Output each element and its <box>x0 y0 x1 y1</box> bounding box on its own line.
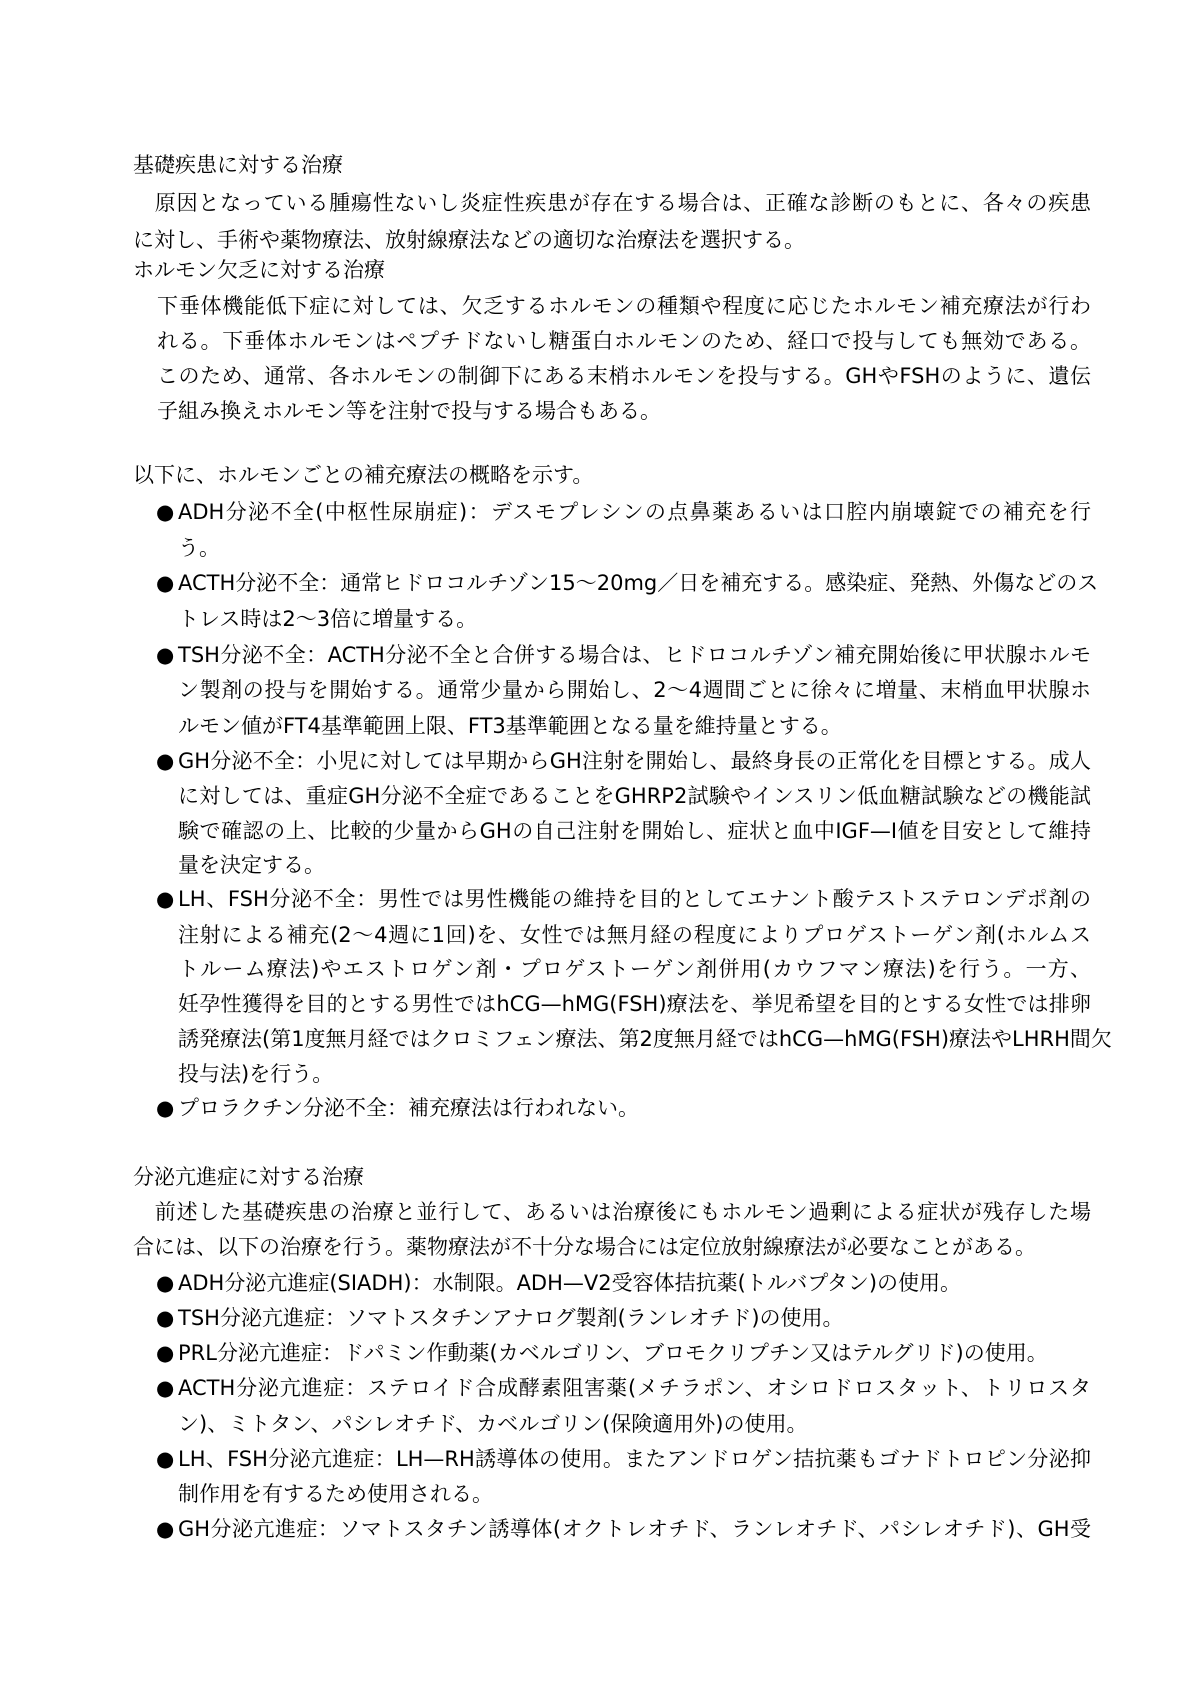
bullet-icon: ● <box>156 1376 175 1400</box>
bullet-icon: ● <box>156 643 175 667</box>
paragraph-line: れる。下垂体ホルモンはペプチドないし糖蛋白ホルモンのため、経口で投与しても無効である。 <box>157 329 1091 353</box>
bullet-icon: ● <box>156 749 175 773</box>
intro-text: 以下に、ホルモンごとの補充療法の概略を示す。 <box>133 463 594 487</box>
bullet-item-line: ン)、ミトタン、パシレオチド、カベルゴリン(保険適用外)の使用。 <box>178 1412 808 1436</box>
paragraph-line: 子組み換えホルモン等を注射で投与する場合もある。 <box>157 399 661 423</box>
bullet-item-line: プロラクチン分泌不全：補充療法は行われない。 <box>178 1096 639 1120</box>
bullet-item-line: LH、FSH分泌亢進症：LH—RH誘導体の使用。またアンドロゲン拮抗薬もゴナドトロピン分泌抑 <box>178 1447 1091 1471</box>
bullet-item-line: LH、FSH分泌不全：男性では男性機能の維持を目的としてエナント酸テストステロンデポ剤の <box>178 887 1091 911</box>
bullet-item-line: 験で確認の上、比較的少量からGHの自己注射を開始し、症状と血中IGF—I値を目安として維持 <box>178 819 1091 843</box>
bullet-icon: ● <box>156 1306 175 1330</box>
bullet-item-line: TSH分泌亢進症：ソマトスタチンアナログ製剤(ランレオチド)の使用。 <box>178 1306 844 1330</box>
bullet-item-line: ACTH分泌亢進症：ステロイド合成酵素阻害薬(メチラポン、オシロドロスタット、トリロスタ <box>178 1376 1091 1400</box>
bullet-item-line: 妊孕性獲得を目的とする男性ではhCG—hMG(FSH)療法を、挙児希望を目的とする女性では排卵 <box>178 992 1091 1016</box>
bullet-item-line: TSH分泌不全：ACTH分泌不全と合併する場合は、ヒドロコルチゾン補充開始後に甲状腺ホルモ <box>178 643 1091 667</box>
bullet-item-line: ルモン値がFT4基準範囲上限、FT3基準範囲となる量を維持量とする。 <box>178 714 842 738</box>
section-heading: 基礎疾患に対する治療 <box>133 153 343 177</box>
bullet-icon: ● <box>156 571 175 595</box>
bullet-icon: ● <box>156 1096 175 1120</box>
bullet-icon: ● <box>156 1447 175 1471</box>
bullet-item-line: ン製剤の投与を開始する。通常少量から開始し、2～4週間ごとに徐々に増量、末梢血甲状腺ホ <box>178 678 1091 702</box>
paragraph-line: 前述した基礎疾患の治療と並行して、あるいは治療後にもホルモン過剰による症状が残存した場 <box>133 1200 1091 1224</box>
bullet-item-line: 投与法)を行う。 <box>178 1062 334 1086</box>
bullet-item-line: トレス時は2～3倍に増量する。 <box>178 607 478 631</box>
bullet-item-line: に対しては、重症GH分泌不全症であることをGHRP2試験やインスリン低血糖試験などの機能試 <box>178 784 1091 808</box>
section-heading: 分泌亢進症に対する治療 <box>133 1165 364 1189</box>
bullet-item-line: トルーム療法)やエストロゲン剤・プロゲストーゲン剤併用(カウフマン療法)を行う。一方、 <box>178 957 1091 981</box>
bullet-item-line: GH分泌亢進症：ソマトスタチン誘導体(オクトレオチド、ランレオチド、パシレオチド)、GH受 <box>178 1517 1091 1541</box>
bullet-item-line: PRL分泌亢進症：ドパミン作動薬(カベルゴリン、ブロモクリプチン又はテルグリド)の使用。 <box>178 1341 1048 1365</box>
paragraph-line: に対し、手術や薬物療法、放射線療法などの適切な治療法を選択する。 <box>133 228 805 252</box>
section-heading: ホルモン欠乏に対する治療 <box>133 258 385 282</box>
bullet-item-line: ADH分泌亢進症(SIADH)：水制限。ADH—V2受容体拮抗薬(トルバプタン)の使用。 <box>178 1271 962 1295</box>
bullet-icon: ● <box>156 1341 175 1365</box>
paragraph-line: 下垂体機能低下症に対しては、欠乏するホルモンの種類や程度に応じたホルモン補充療法が行わ <box>157 294 1091 318</box>
bullet-item-line: う。 <box>178 536 220 560</box>
bullet-item-line: 量を決定する。 <box>178 853 325 877</box>
bullet-icon: ● <box>156 1517 175 1541</box>
bullet-icon: ● <box>156 1271 175 1295</box>
bullet-item-line: 注射による補充(2～4週に1回)を、女性では無月経の程度によりプロゲストーゲン剤(ホルムス <box>178 923 1091 947</box>
paragraph-line: 原因となっている腫瘍性ないし炎症性疾患が存在する場合は、正確な診断のもとに、各々の疾患 <box>133 191 1091 215</box>
paragraph-line: このため、通常、各ホルモンの制御下にある末梢ホルモンを投与する。GHやFSHのように、遺伝 <box>157 364 1091 388</box>
bullet-item-line: 制作用を有するため使用される。 <box>178 1482 493 1506</box>
bullet-icon: ● <box>156 887 175 911</box>
bullet-item-line: ADH分泌不全(中枢性尿崩症)：デスモプレシンの点鼻薬あるいは口腔内崩壊錠での補充を行 <box>178 500 1091 524</box>
bullet-item-line: GH分泌不全：小児に対しては早期からGH注射を開始し、最終身長の正常化を目標とする。成人 <box>178 749 1091 773</box>
paragraph-line: 合には、以下の治療を行う。薬物療法が不十分な場合には定位放射線療法が必要なことがある。 <box>133 1235 1036 1259</box>
bullet-item-line: 誘発療法(第1度無月経ではクロミフェン療法、第2度無月経ではhCG—hMG(FSH)療法やLHRH間欠 <box>178 1027 1112 1051</box>
bullet-icon: ● <box>156 500 175 524</box>
bullet-item-line: ACTH分泌不全：通常ヒドロコルチゾン15～20mg／日を補充する。感染症、発熱、外傷などのス <box>178 571 1099 595</box>
